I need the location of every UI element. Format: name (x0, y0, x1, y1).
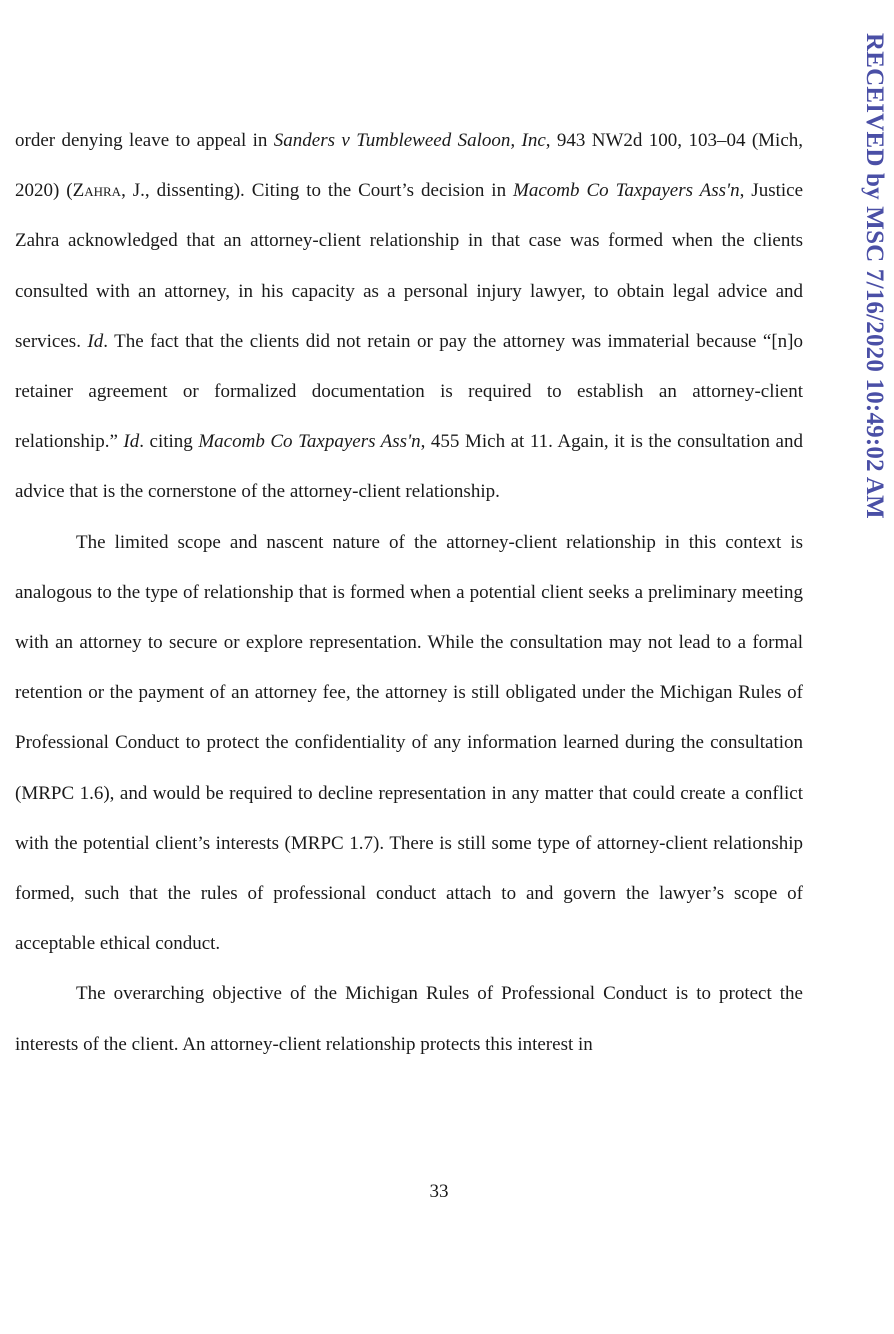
text-run: , 943 NW2d 100, 103–04 (Mich, 2020) ( (15, 130, 804, 202)
justice-name: Zahra (72, 180, 122, 202)
paragraph-limited-scope: The limited scope and nascent nature of the attorney-client relationship in this context is analogous to the type of relationship that is formed when a potential client seeks a preliminary meeting with an attorney to secure or explore representation. While the consultation may not lead to a formal retention or the payment of an attorney fee, the attorney is still obligated under the Michigan Rules of Professional Conduct to protect the confidentiality of any information learned during the consultation (MRPC 1.6), and would be required to decline representation in any matter that could create a conflict with the potential client’s interests (MRPC 1.7). There is still some type of attorney-client relationship formed, such that the rules of professional conduct attach to and govern the lawyer’s scope of acceptable ethical conduct. (15, 531, 803, 955)
case-citation: Sanders v Tumbleweed Saloon, Inc (273, 130, 546, 151)
paragraph-continuation (15, 116, 803, 518)
text-run: , Justice Zahra acknowledged that an attorney-client relationship in that case was formed when the clients consulted with an attorney, in his capacity as a personal injury lawyer, to obtain legal advice and services. (15, 180, 804, 352)
case-citation: Macomb Co Taxpayers Ass'n (513, 180, 740, 202)
text-run: , J., dissenting). Citing to the Court’s decision in (121, 180, 514, 202)
received-stamp: RECEIVED by MSC 7/16/2020 10:49:02 AM (861, 33, 888, 519)
paragraph-overarching-objective: The overarching objective of the Michigan Rules of Professional Conduct is to protect the interests of the client. An attorney-client relationship protects this interest in (15, 983, 803, 1055)
document-body (15, 116, 803, 1070)
text-run: order denying leave to appeal in (15, 130, 274, 151)
text-run: . citing (139, 431, 199, 453)
text-run: . The fact that the clients did not retain or pay the attorney was immaterial because “[n]o retainer agreement or formalized documentation is required to establish an attorney-client relationship.” (15, 330, 804, 453)
case-citation: Macomb Co Taxpayers Ass'n (198, 431, 421, 453)
id-citation: Id (123, 431, 140, 453)
page-number: 33 (429, 1181, 449, 1202)
text-run: , 455 Mich at 11. Again, it is the consultation and advice that is the cornerstone of the attorney-client relationship. (15, 431, 803, 503)
id-citation: Id (87, 330, 104, 352)
